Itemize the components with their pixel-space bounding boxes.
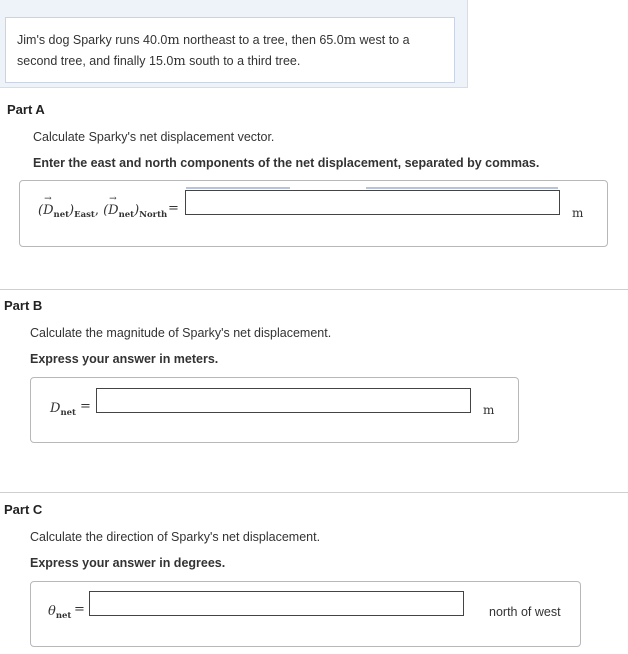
part-a-unit: m [572,206,584,220]
problem-text: northeast to a tree, then 65.0 [179,33,344,47]
part-b-bold-instruction: Express your answer in meters. [30,352,219,366]
part-c-answer-input[interactable] [89,591,464,616]
part-c-variable-label [48,604,71,621]
part-c-unit: north of west [489,605,561,619]
part-a-answer-box [19,180,608,247]
problem-text: south to a third tree. [185,54,301,68]
unit-meters: m [343,33,357,48]
subscript-net: net [53,210,70,220]
subscript-north: North [139,210,168,220]
problem-text: west to a [356,33,410,47]
section-divider [0,289,628,290]
part-a-title: Part A [7,102,45,117]
part-c-answer-box [30,581,581,647]
section-divider [0,492,628,493]
subscript-net: net [55,611,72,621]
vector-d-symbol: → D [108,203,118,218]
subscript-net: net [118,210,135,220]
part-c-title: Part C [4,502,43,517]
equals-sign: = [168,201,179,216]
part-a-bold-instruction: Enter the east and north components of the net displacement, separated by commas. [33,156,540,170]
problem-text: second tree, and finally 15.0 [17,54,174,68]
equals-sign: = [80,399,91,414]
problem-text: Jim's dog Sparky runs 40.0 [17,33,168,47]
equals-sign: = [74,602,85,617]
part-a-instruction: Calculate Sparky's net displacement vector. [33,130,275,144]
part-c-instruction: Calculate the direction of Sparky's net displacement. [30,530,321,544]
subscript-east: East [74,210,95,220]
problem-statement-panel [0,0,468,88]
part-a-variable-label: (→ $D_{net})_{East}$, (→ $D_{net})_{North}$ [38,203,167,220]
toolbar-line [366,187,558,189]
theta-symbol: θ [48,604,56,619]
part-c-bold-instruction: Express your answer in degrees. [30,556,226,570]
vector-d-symbol: → D [43,203,53,218]
variable-d-symbol: D [50,401,61,416]
part-b-answer-input[interactable] [96,388,471,413]
problem-line-2 [17,51,444,72]
part-b-answer-box [30,377,519,443]
part-b-title: Part B [4,298,43,313]
unit-meters: m [167,33,180,48]
unit-meters: m [173,54,186,69]
problem-line-1 [17,30,444,51]
part-b-variable-label [50,401,76,418]
subscript-net: net [60,408,76,418]
part-b-instruction: Calculate the magnitude of Sparky's net displacement. [30,326,332,340]
part-b-unit: m [483,403,495,417]
part-a-answer-input[interactable] [185,190,560,215]
toolbar-line [186,187,290,189]
problem-statement [5,17,455,83]
